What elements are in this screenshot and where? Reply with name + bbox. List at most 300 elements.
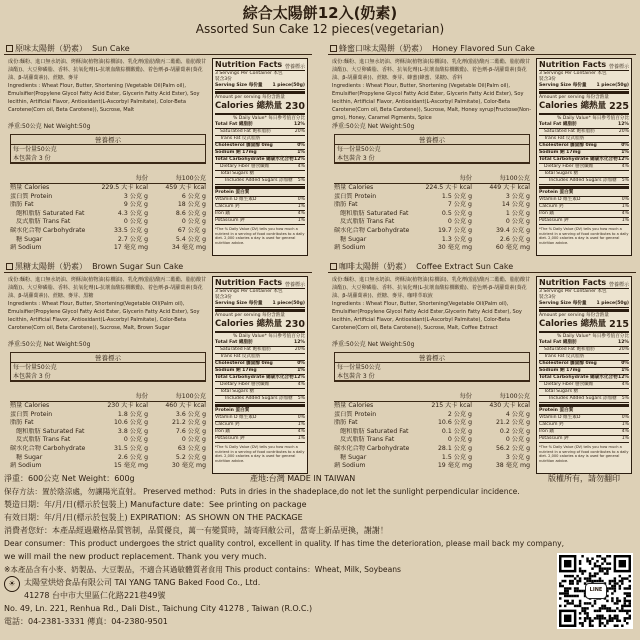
- nf-line: [539, 354, 629, 361]
- nf-line: [539, 218, 629, 225]
- nf-line: [215, 136, 305, 143]
- product-name-zh: 蜂蜜口味太陽餅（奶素）: [339, 44, 427, 53]
- nf-line: [215, 382, 305, 389]
- panel-net-weight: 淨重:50公克 Net Weight:50g: [332, 123, 415, 130]
- nf-calories: Calories 總熱量 225: [539, 101, 629, 112]
- nutrient-per-100g: 0 公克 g: [505, 436, 530, 444]
- nutrient-per-serving: 1.3 公克 g: [441, 235, 472, 243]
- nf-line: [215, 375, 305, 382]
- nutrition-row: [10, 210, 206, 219]
- nutrient-name: 碳水化合物 Carbohydrate: [334, 226, 410, 234]
- nutrient-name: 糖 Sugar: [340, 453, 367, 461]
- nf-divider: [215, 186, 305, 189]
- consumer-notice-zh: 消費者您好：本產品經過嚴格品質管制，品質優良，萬一有變質時，請寄回敝公司，當寄上新品更換，謝謝！: [4, 526, 388, 535]
- nf-line-label: Includes Added Sugars 添加糖: [549, 178, 617, 183]
- address-en: No. 49, Ln. 221, Renhua Rd., Dali Dist., Taichung City 41278 , Taiwan (R.O.C.): [4, 604, 313, 613]
- panel-header: [4, 42, 312, 55]
- nf-line-label: Total Carbohydrate 總碳水化合物: [539, 375, 618, 380]
- nf-line: [215, 171, 305, 178]
- nf-divider: [539, 186, 629, 189]
- ingredients-en: Ingredients : Wheat Flour, Butter, Shortening(Vegetable Oil(Palm oil), Emulsifier(Propylene Glycol Fatty Acid Ester,Glycerin Fatty Acid Ester), Soy lecithin, Artificial Flavor, Antioxidant(L-Ascorbyl Palmitate), Color-Beta Carotene(Corn oil, Beta Carotene)), Sucrose, Malt, Coffee Extract: [332, 301, 522, 331]
- nutrient-name: 反式脂肪 Trans Fat: [340, 218, 395, 226]
- nf-line: [215, 354, 305, 361]
- nf-line-label: Total Sugars 糖: [544, 389, 579, 394]
- nf-line-label: Includes Added Sugars 添加糖: [549, 396, 617, 401]
- ingredients-en: Ingredients : Wheat Flour, Butter, Shortening (Vegetable Oil(Palm oil), Emulsifier(Propylene Glycol Fatty Acid Ester, Glycerin Fatty Acid Ester), Soy lecithin, Artificial Flavor, Antioxidant(L-Ascorbyl Palmitate), Color-Beta Carotene(Corn oil, Beta Carotene)), Sucrose, Malt: [8, 83, 200, 113]
- nf-line: [215, 347, 305, 354]
- nf-line-dv: 12%: [294, 375, 305, 380]
- nf-line: [215, 150, 305, 157]
- product-name-zh: 咖啡太陽餅（奶素）: [339, 262, 411, 271]
- nutrient-name: 糖 Sugar: [340, 235, 367, 243]
- nutrition-row: [10, 436, 206, 445]
- nf-line-label: Vitamin D 維生素D: [215, 415, 257, 420]
- nf-line-dv: 0%: [297, 197, 305, 202]
- nf-line-label: Total Fat 總脂肪: [215, 340, 253, 345]
- nf-line-dv: 1%: [621, 422, 629, 427]
- nutrient-per-100g: 0 公克 g: [505, 218, 530, 226]
- nf-title: Nutrition Facts 營養標示: [215, 60, 305, 70]
- nutrient-per-serving: 17 毫克 mg: [113, 244, 148, 252]
- nf-line: [215, 218, 305, 225]
- nutrient-per-serving: 10.6 公克 g: [113, 419, 148, 427]
- nf-line-label: Potassium 鉀: [215, 436, 245, 441]
- checkbox-square-icon: [6, 263, 13, 270]
- nf-line-label: Saturated Fat 飽和脂肪: [544, 129, 595, 134]
- nf-divider: [215, 309, 305, 312]
- nutrient-name: 碳水化合物 Carbohydrate: [10, 226, 86, 234]
- panel-net-weight: 淨重:50公克 Net Weight:50g: [332, 341, 415, 348]
- nutrient-per-100g: 67 公克 g: [177, 226, 206, 234]
- nf-line-label: Sodium 鈉 17mg: [215, 368, 257, 373]
- nutrition-box: [10, 134, 206, 164]
- nf-line: [539, 340, 629, 347]
- nutrient-per-100g: 6 公克 g: [181, 192, 206, 200]
- nf-calories: Calories 總熱量 215: [539, 319, 629, 330]
- nutrient-per-serving: 0.5 公克 g: [441, 209, 472, 217]
- nf-line-dv: 0%: [621, 197, 629, 202]
- nf-line-label: Saturated Fat 飽和脂肪: [544, 347, 595, 352]
- panel-net-weight: 淨重:50公克 Net Weight:50g: [8, 123, 91, 130]
- panel-header: [328, 260, 636, 273]
- nutrition-facts-label: [212, 58, 308, 256]
- nf-line: [539, 361, 629, 368]
- nf-amount: Amount per serving 每份含熱量: [539, 313, 609, 318]
- panel-header: [328, 42, 636, 55]
- col-per-100g: 每100公克: [175, 175, 206, 182]
- nf-line-dv: 4%: [621, 382, 629, 387]
- nf-title: Nutrition Facts 營養標示: [215, 278, 305, 288]
- nutrient-per-100g: 2.6 公克 g: [499, 235, 530, 243]
- nutrient-name: 蛋白質 Protein: [334, 410, 377, 418]
- ingredients-block: [8, 276, 208, 340]
- nutrient-per-100g: 5.4 公克 g: [175, 235, 206, 243]
- nf-line: [539, 211, 629, 218]
- nf-line-label: Total Sugars 糖: [220, 171, 255, 176]
- serving-size: 每一份量50公克: [337, 146, 381, 153]
- nf-line: [539, 389, 629, 396]
- nf-line-label: Cholesterol 膽固醇 0mg: [539, 143, 597, 148]
- ingredients-zh: 成份:麵粉、進口無水奶油、烤酥油(植物油(棕櫚油)、乳化劑(脂肪酸丙二酯酯、脂肪酸甘油酯))、大豆卵磷脂、香料、抗氧化劑(L-抗壞血酸棕櫚酸酯)、着色劑-β-胡蘿蔔素(葵花油、β-胡蘿蔔素))、蔗糖、麥芽: [8, 59, 207, 81]
- nutrition-row: [10, 419, 206, 428]
- nutrition-row: [334, 244, 530, 253]
- nutrition-row: [334, 218, 530, 227]
- nutrition-row: [334, 210, 530, 219]
- nutrition-table: [334, 174, 530, 253]
- nutrient-name: 脂肪 Fat: [10, 201, 34, 209]
- nutrition-row: [334, 436, 530, 445]
- nutrient-name: 鈉 Sodium: [334, 462, 366, 470]
- nf-line-label: Includes Added Sugars 添加糖: [225, 396, 293, 401]
- nutrient-per-serving: 19 毫克 mg: [437, 462, 472, 470]
- nf-line: [539, 197, 629, 204]
- nutrient-name: 蛋白質 Protein: [334, 192, 377, 200]
- nf-line: [215, 178, 305, 185]
- nutrient-per-serving: 224.5 大卡 kcal: [425, 184, 472, 191]
- nf-line-label: Iron 鐵: [539, 429, 554, 434]
- nf-line-label: Total Carbohydrate 總碳水化合物: [539, 157, 618, 162]
- nf-line: [215, 143, 305, 150]
- nutrition-row: [10, 244, 206, 253]
- nutrient-name: 脂肪 Fat: [334, 419, 358, 427]
- product-name-en: Brown Sugar Sun Cake: [92, 262, 184, 271]
- nutrition-table-header: [334, 392, 530, 402]
- nf-line: [539, 164, 629, 171]
- nf-line-label: Includes Added Sugars 添加糖: [225, 178, 293, 183]
- nf-line: [539, 429, 629, 436]
- company-name: 太陽堂烘焙食品有限公司 TAI YANG TANG Baked Food Co., Ltd.: [24, 578, 261, 587]
- nf-line: [539, 190, 629, 197]
- ingredients-block: [332, 276, 532, 340]
- nf-line-dv: 0%: [621, 361, 629, 366]
- nutrition-table-header: [334, 174, 530, 184]
- nf-line: [539, 368, 629, 375]
- nf-line-dv: 1%: [297, 218, 305, 223]
- nutrition-box-title: 營養標示: [335, 353, 529, 363]
- nutrient-per-serving: 4.3 公克 g: [117, 209, 148, 217]
- allergen-text: ※本產品含有小麥、奶製品、大豆製品，不適合其過敏體質者食用 This product contains：Wheat, Milk, Soybeans: [4, 565, 402, 574]
- nf-line-dv: 20%: [618, 347, 629, 352]
- nutrient-per-serving: 1.5 公克 g: [441, 192, 472, 200]
- nutrition-box-title: 營養標示: [11, 135, 205, 145]
- nf-line-dv: 12%: [294, 122, 305, 127]
- nf-line-dv: 12%: [294, 157, 305, 162]
- nf-line-label: Calcium 鈣: [215, 422, 240, 427]
- nf-line-dv: 4%: [297, 211, 305, 216]
- nutrition-table-header: [10, 174, 206, 184]
- nf-line: [215, 415, 305, 422]
- nf-line: [539, 375, 629, 382]
- nf-line-label: Calcium 鈣: [539, 422, 564, 427]
- nutrient-name: 糖 Sugar: [16, 235, 43, 243]
- nutrition-row: [334, 227, 530, 236]
- col-per-100g: 每100公克: [499, 393, 530, 400]
- nutrient-name: 飽和脂肪 Saturated Fat: [340, 427, 409, 435]
- ingredients-zh: 成份:麵粉、進口無水奶油、烤酥油(植物油(棕櫚油)、乳化劑(脂肪酸丙二酯酯、脂肪酸甘油酯))、大豆卵磷脂、香料、抗氧化劑(L-抗壞血酸棕櫚酸酯)、着色劑-β-胡蘿蔔素(葵花油、β-胡蘿蔔素))、蔗糖、麥芽、蜂蜜(蜂蜜、果糖)、香料: [332, 59, 531, 81]
- product-panel: [328, 42, 636, 260]
- nutrition-table: [10, 392, 206, 471]
- nf-line: [539, 408, 629, 415]
- nf-servings: 3 Servings Per Container 本包裝含3份: [215, 71, 283, 82]
- nutrient-name: 熱量 Calories: [334, 402, 374, 409]
- nf-line-label: Iron 鐵: [215, 429, 230, 434]
- nf-line: [539, 422, 629, 429]
- servings-count: 本包裝含 3 份: [335, 372, 529, 381]
- nf-line: [215, 122, 305, 129]
- nf-line: [215, 164, 305, 171]
- nf-line: [539, 382, 629, 389]
- checkbox-square-icon: [330, 263, 337, 270]
- nutrient-per-serving: 0.1 公克 g: [441, 427, 472, 435]
- servings-count: 本包裝含 3 份: [11, 372, 205, 381]
- nf-line-label: Calcium 鈣: [539, 204, 564, 209]
- nf-line: [539, 436, 629, 443]
- nutrient-per-100g: 30 毫克 mg: [171, 462, 206, 470]
- nf-line-label: Total Fat 總脂肪: [539, 340, 577, 345]
- nf-line-label: Vitamin D 維生素D: [539, 415, 581, 420]
- nf-line-dv: 0%: [297, 143, 305, 148]
- nf-dv-header: % Daily Value* 每日參考值百分比: [556, 116, 629, 121]
- nutrient-per-100g: 4 公克 g: [505, 410, 530, 418]
- nf-divider: [215, 91, 305, 94]
- nf-servings: 3 Servings Per Container 本包裝含3份: [539, 71, 607, 82]
- nf-line-dv: 1%: [621, 204, 629, 209]
- nf-line-label: Saturated Fat 飽和脂肪: [220, 347, 271, 352]
- nf-line: [539, 347, 629, 354]
- company-logo-icon: ☀: [4, 576, 20, 592]
- col-per-serving: 每份: [459, 175, 472, 182]
- nf-line-label: Vitamin D 維生素D: [539, 197, 581, 202]
- consumer-notice-en-1: Dear consumer：This product undergoes the strict quality control, excellent in quality. If has time the deterioration, please mail back my company,: [4, 539, 565, 548]
- nutrient-per-100g: 0 公克 g: [181, 436, 206, 444]
- nutrient-per-serving: 30 毫克 mg: [437, 244, 472, 252]
- nf-line: [539, 396, 629, 403]
- nf-serving-size: Serving Size 每份量 1 piece(50g): [215, 83, 305, 88]
- nf-line-label: Potassium 鉀: [539, 218, 569, 223]
- page-title: 綜合太陽餅12入(奶素): [242, 4, 398, 22]
- nutrient-per-100g: 0.2 公克 g: [499, 427, 530, 435]
- nutrition-box-title: 營養標示: [11, 353, 205, 363]
- nutrient-per-100g: 3 公克 g: [505, 453, 530, 461]
- nutrient-per-serving: 3.8 公克 g: [117, 427, 148, 435]
- nutrient-per-100g: 3 公克 g: [505, 192, 530, 200]
- nf-title: Nutrition Facts 營養標示: [539, 60, 629, 70]
- col-per-100g: 每100公克: [175, 393, 206, 400]
- nf-line-dv: 5%: [297, 396, 305, 401]
- nf-line-label: Trans Fat 反式脂肪: [544, 136, 585, 141]
- nutrient-name: 熱量 Calories: [334, 184, 374, 191]
- nf-line-label: Saturated Fat 飽和脂肪: [220, 129, 271, 134]
- nf-line-label: Potassium 鉀: [539, 436, 569, 441]
- nf-divider: [539, 331, 629, 333]
- nf-line-label: Total Carbohydrate 總碳水化合物: [215, 375, 294, 380]
- nutrition-facts-label: [536, 58, 632, 256]
- nutrient-per-serving: 10.6 公克 g: [437, 419, 472, 427]
- nf-amount: Amount per serving 每份含熱量: [215, 313, 285, 318]
- nf-line: [215, 396, 305, 403]
- nf-line: [539, 129, 629, 136]
- nf-line-dv: 1%: [297, 368, 305, 373]
- checkbox-square-icon: [6, 45, 13, 52]
- nf-line: [215, 204, 305, 211]
- nf-line: [539, 178, 629, 185]
- col-per-serving: 每份: [135, 393, 148, 400]
- nutrition-row: [334, 184, 530, 193]
- nf-line-label: Protein 蛋白質: [215, 408, 250, 413]
- nf-footnote: *The % Daily Value (DV) tells you how much a nutrient in a serving of food contributes to a daily diet. 2,000 calories a day is used for general nutrition advice.: [215, 445, 305, 463]
- nutrient-per-serving: 3 公克 g: [123, 192, 148, 200]
- ingredients-en: Ingredients : Wheat Flour, Butter, Shortening(Vegetable Oil(Palm oil), Emulsifier(Propylene Glycol Fatty Acid Ester, Glycerin Fatty Acid Ester), Soy lecithin, Artificial Flavor, Antioxidant(L-Ascorbyl Palmitate), Color-Beta Carotene(Corn oil, Beta Carotene)), Sucrose, Malt, Brown Sugar: [8, 301, 200, 331]
- line-logo-icon: LINE: [585, 583, 607, 599]
- nutrient-name: 鈉 Sodium: [334, 244, 366, 252]
- nf-line-label: Sodium 鈉 17mg: [539, 150, 581, 155]
- nf-line: [539, 150, 629, 157]
- nf-line: [215, 361, 305, 368]
- nf-line: [215, 197, 305, 204]
- nutrient-per-serving: 215 大卡 kcal: [431, 402, 472, 409]
- nf-servings: 3 Servings Per Container 本包裝含3份: [539, 289, 607, 300]
- nf-line-label: Sodium 鈉 17mg: [539, 368, 581, 373]
- nutrient-name: 脂肪 Fat: [10, 419, 34, 427]
- nf-line-label: Trans Fat 反式脂肪: [220, 136, 261, 141]
- nf-dv-header: % Daily Value* 每日參考值百分比: [232, 116, 305, 121]
- nutrient-name: 糖 Sugar: [16, 453, 43, 461]
- nutrient-per-100g: 60 毫克 mg: [495, 244, 530, 252]
- nf-line-dv: 12%: [618, 157, 629, 162]
- nf-title: Nutrition Facts 營養標示: [539, 278, 629, 288]
- nutrient-per-100g: 21.2 公克 g: [495, 419, 530, 427]
- nf-line-dv: 4%: [297, 164, 305, 169]
- nutrient-per-100g: 39.4 公克 g: [495, 226, 530, 234]
- nf-line-dv: 5%: [297, 178, 305, 183]
- nf-line: [215, 211, 305, 218]
- ingredients-zh: 成份:麵粉、進口無水奶油、烤酥油(植物油(棕櫚油)、乳化劑(脂肪酸丙二酯酯、脂肪酸甘油酯))、大豆卵磷脂、香料、抗氧化劑(L-抗壞血酸棕櫚酸酯)、着色劑-β-胡蘿蔔素(葵花油、β-胡蘿蔔素))、蔗糖、麥芽、黑糖: [8, 277, 207, 299]
- nutrient-name: 反式脂肪 Trans Fat: [16, 436, 71, 444]
- nutrition-box: [334, 352, 530, 382]
- nf-line-label: Total Carbohydrate 總碳水化合物: [215, 157, 294, 162]
- nf-line-dv: 1%: [297, 422, 305, 427]
- nutrition-row: [334, 419, 530, 428]
- nutrient-name: 熱量 Calories: [10, 402, 50, 409]
- nutrient-per-serving: 1.8 公克 g: [117, 410, 148, 418]
- nf-footnote: *The % Daily Value (DV) tells you how much a nutrient in a serving of food contributes to a daily diet. 2,000 calories a day is used for general nutrition advice.: [539, 227, 629, 245]
- nf-line-dv: 4%: [621, 211, 629, 216]
- nf-serving-size: Serving Size 每份量 1 piece(50g): [539, 83, 629, 88]
- nf-line-label: Protein 蛋白質: [215, 190, 250, 195]
- nf-line-dv: 1%: [621, 150, 629, 155]
- nf-line-dv: 0%: [621, 143, 629, 148]
- nf-line-dv: 4%: [621, 429, 629, 434]
- nf-line-label: Dietary Fiber 膳食纖維: [220, 382, 270, 387]
- ingredients-block: [332, 58, 532, 122]
- nf-line-label: Dietary Fiber 膳食纖維: [220, 164, 270, 169]
- nutrient-name: 反式脂肪 Trans Fat: [340, 436, 395, 444]
- nf-line-label: Total Fat 總脂肪: [215, 122, 253, 127]
- serving-size: 每一份量50公克: [13, 364, 57, 371]
- col-per-serving: 每份: [459, 393, 472, 400]
- nutrient-name: 蛋白質 Protein: [10, 192, 53, 200]
- nutrient-per-serving: 2 公克 g: [447, 410, 472, 418]
- nutrient-per-serving: 0 公克 g: [123, 436, 148, 444]
- nutrient-name: 飽和脂肪 Saturated Fat: [340, 209, 409, 217]
- nf-amount: Amount per serving 每份含熱量: [215, 95, 285, 100]
- nutrient-per-100g: 56.2 公克 g: [495, 444, 530, 452]
- nf-line: [215, 429, 305, 436]
- nf-line-dv: 12%: [618, 340, 629, 345]
- servings-count: 本包裝含 3 份: [335, 154, 529, 163]
- nf-line-dv: 20%: [618, 129, 629, 134]
- nf-line-dv: 12%: [618, 122, 629, 127]
- nutrient-per-serving: 0 公克 g: [447, 436, 472, 444]
- nutrient-per-100g: 8.6 公克 g: [175, 209, 206, 217]
- nf-line-dv: 1%: [621, 218, 629, 223]
- nf-line-label: Total Sugars 糖: [220, 389, 255, 394]
- origin-label: 產地:台灣 MADE IN TAIWAN: [250, 474, 356, 483]
- nutrition-box-title: 營養標示: [335, 135, 529, 145]
- nf-line: [215, 422, 305, 429]
- nf-line-label: Trans Fat 反式脂肪: [220, 354, 261, 359]
- nf-line: [539, 171, 629, 178]
- nutrition-table: [334, 392, 530, 471]
- nutrition-row: [10, 193, 206, 202]
- nf-line: [539, 204, 629, 211]
- nutrient-name: 反式脂肪 Trans Fat: [16, 218, 71, 226]
- nf-line-label: Calcium 鈣: [215, 204, 240, 209]
- nutrient-per-100g: 5.2 公克 g: [175, 453, 206, 461]
- nf-line: [215, 190, 305, 197]
- nf-line-label: Iron 鐵: [539, 211, 554, 216]
- nf-line: [215, 157, 305, 164]
- nf-line: [215, 129, 305, 136]
- nf-serving-size: Serving Size 每份量 1 piece(50g): [539, 301, 629, 306]
- nutrient-per-serving: 0 公克 g: [447, 218, 472, 226]
- consumer-notice-en-2: we will mail the new product replacement. Thank you very much.: [4, 552, 267, 561]
- nutrition-row: [10, 184, 206, 193]
- nutrition-row: [334, 462, 530, 471]
- nutrient-per-100g: 21.2 公克 g: [171, 419, 206, 427]
- nutrient-per-serving: 229.5 大卡 kcal: [101, 184, 148, 191]
- col-per-serving: 每份: [135, 175, 148, 182]
- nf-line: [539, 136, 629, 143]
- nutrition-row: [10, 227, 206, 236]
- nutrient-name: 飽和脂肪 Saturated Fat: [16, 427, 85, 435]
- col-per-100g: 每100公克: [499, 175, 530, 182]
- nutrient-per-100g: 34 毫克 mg: [171, 244, 206, 252]
- nutrient-name: 碳水化合物 Carbohydrate: [334, 444, 410, 452]
- nf-line: [539, 415, 629, 422]
- checkbox-square-icon: [330, 45, 337, 52]
- nf-divider: [539, 309, 629, 312]
- nutrition-row: [334, 411, 530, 420]
- mfg-date-text: 製造日期：年/月/日(標示於包裝上) Manufacture date：See printing on package: [4, 500, 307, 509]
- product-name-en: Coffee Extract Sun Cake: [416, 262, 514, 271]
- address-zh: 41278 台中市大里區仁化路221巷49號: [24, 591, 166, 600]
- product-panel: [4, 260, 312, 478]
- nf-line-dv: 0%: [297, 415, 305, 420]
- nf-line-dv: 0%: [621, 415, 629, 420]
- panel-net-weight: 淨重:50公克 Net Weight:50g: [8, 341, 91, 348]
- nf-line-label: Protein 蛋白質: [539, 190, 574, 195]
- nutrition-row: [334, 454, 530, 463]
- nutrient-per-serving: 9 公克 g: [123, 201, 148, 209]
- nf-line-label: Dietary Fiber 膳食纖維: [544, 164, 594, 169]
- page-subtitle: Assorted Sun Cake 12 pieces(vegetarian): [195, 22, 445, 36]
- nutrient-per-serving: 0 公克 g: [123, 218, 148, 226]
- nutrient-name: 鈉 Sodium: [10, 462, 42, 470]
- nf-line: [215, 389, 305, 396]
- nf-line-dv: 1%: [621, 368, 629, 373]
- nutrition-row: [10, 201, 206, 210]
